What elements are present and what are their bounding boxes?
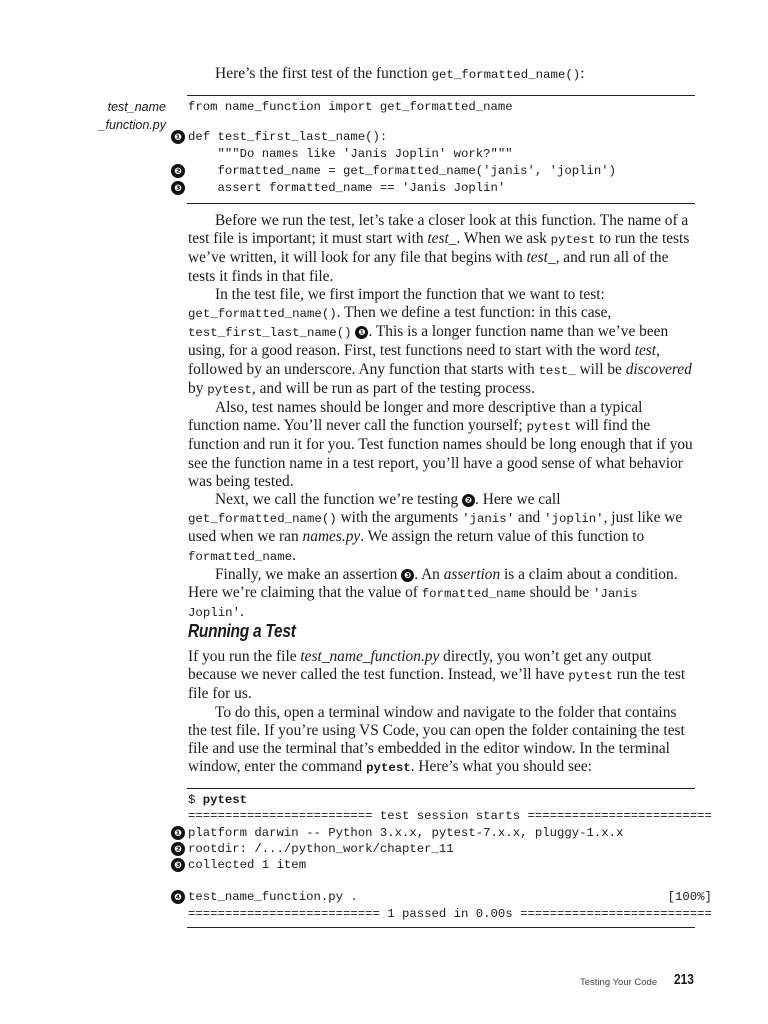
body-text-top: [188, 212, 693, 622]
callout-marker-1: ❶: [171, 130, 185, 144]
paragraph: Finally, we make an assertion ❸ . An assertion is a claim about a condition. Here we’re claiming that the value of formatted_name should be 'Janis Joplin'.: [188, 565, 678, 621]
callout-marker-2: ❷: [462, 494, 475, 507]
paragraph: In the test file, we first import the function that we want to test: get_formatted_name(). Then we define a test function: in this case, test_first_last_name() ❶ . This is a longer function name than we’ve been using, for a good reason. First, test functions need to start with the word test, followed by an underscore. Any function that starts with test_ will be discovered by pytest, and will be run as part of the testing process.: [188, 285, 692, 397]
paragraph: If you run the file test_name_function.py directly, you won’t get any output because we never called the test function. Instead, we’ll have pytest run the test file for us.: [188, 648, 686, 703]
code-line-def: def test_first_last_name():: [188, 130, 388, 144]
terminal-platform-line: platform darwin -- Python 3.x.x, pytest-7.x.x, pluggy-1.x.x: [188, 826, 624, 840]
intro-sentence: Here’s the first test of the function get_formatted_name():: [215, 65, 585, 82]
terminal-result-line: test_name_function.py . [100%]: [188, 890, 712, 904]
callout-marker-2: ❷: [171, 164, 185, 178]
terminal-rootdir-line: rootdir: /.../python_work/chapter_11: [188, 842, 454, 856]
running-footer-title: Testing Your Code: [580, 977, 658, 988]
code-line-assert: assert formatted_name == 'Janis Joplin': [188, 181, 506, 195]
callout-marker-3: ❸: [171, 181, 185, 195]
paragraph: To do this, open a terminal window and navigate to the folder that contains the test file. If you’re using VS Code, you can open the folder containing the test file and use the terminal that’s embedded in the editor window. In the terminal window, enter the command pytest. Here’s what you should see:: [188, 703, 685, 776]
section-heading: Running a Test: [188, 621, 296, 641]
callout-marker-2: ❷: [171, 842, 185, 856]
terminal-summary-line: ========================== 1 passed in 0.00s ==========================: [188, 907, 712, 921]
paragraph: Next, we call the function we’re testing ❷ . Here we call get_formatted_name() with the arguments 'janis' and 'joplin', just like we used when we ran names.py. We assign the return value of this function to formatted_name.: [188, 491, 683, 564]
callout-marker-3: ❸: [171, 858, 185, 872]
code-line-docstring: """Do names like 'Janis Joplin' work?""": [188, 147, 513, 161]
page-number: 213: [674, 972, 694, 988]
listing-filename: test_name _function.py: [98, 100, 166, 132]
terminal-command-line: $ pytest: [188, 793, 248, 807]
code-line-import: from name_function import get_formatted_name: [188, 100, 513, 114]
callout-marker-4: ❹: [171, 890, 185, 904]
code-bottom-rule: [187, 203, 695, 204]
code-top-rule: [187, 95, 695, 96]
paragraph: Before we run the test, let’s take a closer look at this function. The name of a test file is important; it must start with test_. When we ask pytest to run the tests we’ve written, it will look for any file that begins with test_, and run all of the tests it finds in that file.: [188, 212, 690, 285]
callout-marker-1: ❶: [171, 826, 185, 840]
terminal-session-header: ========================= test session starts =========================: [188, 809, 712, 823]
body-text-bottom: [188, 648, 693, 777]
terminal-bottom-rule: [187, 927, 695, 928]
terminal-collected-line: collected 1 item: [188, 858, 307, 872]
callout-marker-1: ❶: [355, 326, 368, 339]
callout-marker-3: ❸: [401, 569, 414, 582]
paragraph: Also, test names should be longer and more descriptive than a typical function name. You’ll never call the function yourself; pytest will find the function and run it for you. Test function names should be long enough that if you see the function name in a test report, you’ll have a good sense of what behavior was being tested.: [188, 399, 693, 490]
terminal-top-rule: [187, 788, 695, 789]
code-line-assignment: formatted_name = get_formatted_name('janis', 'joplin'): [188, 164, 617, 178]
